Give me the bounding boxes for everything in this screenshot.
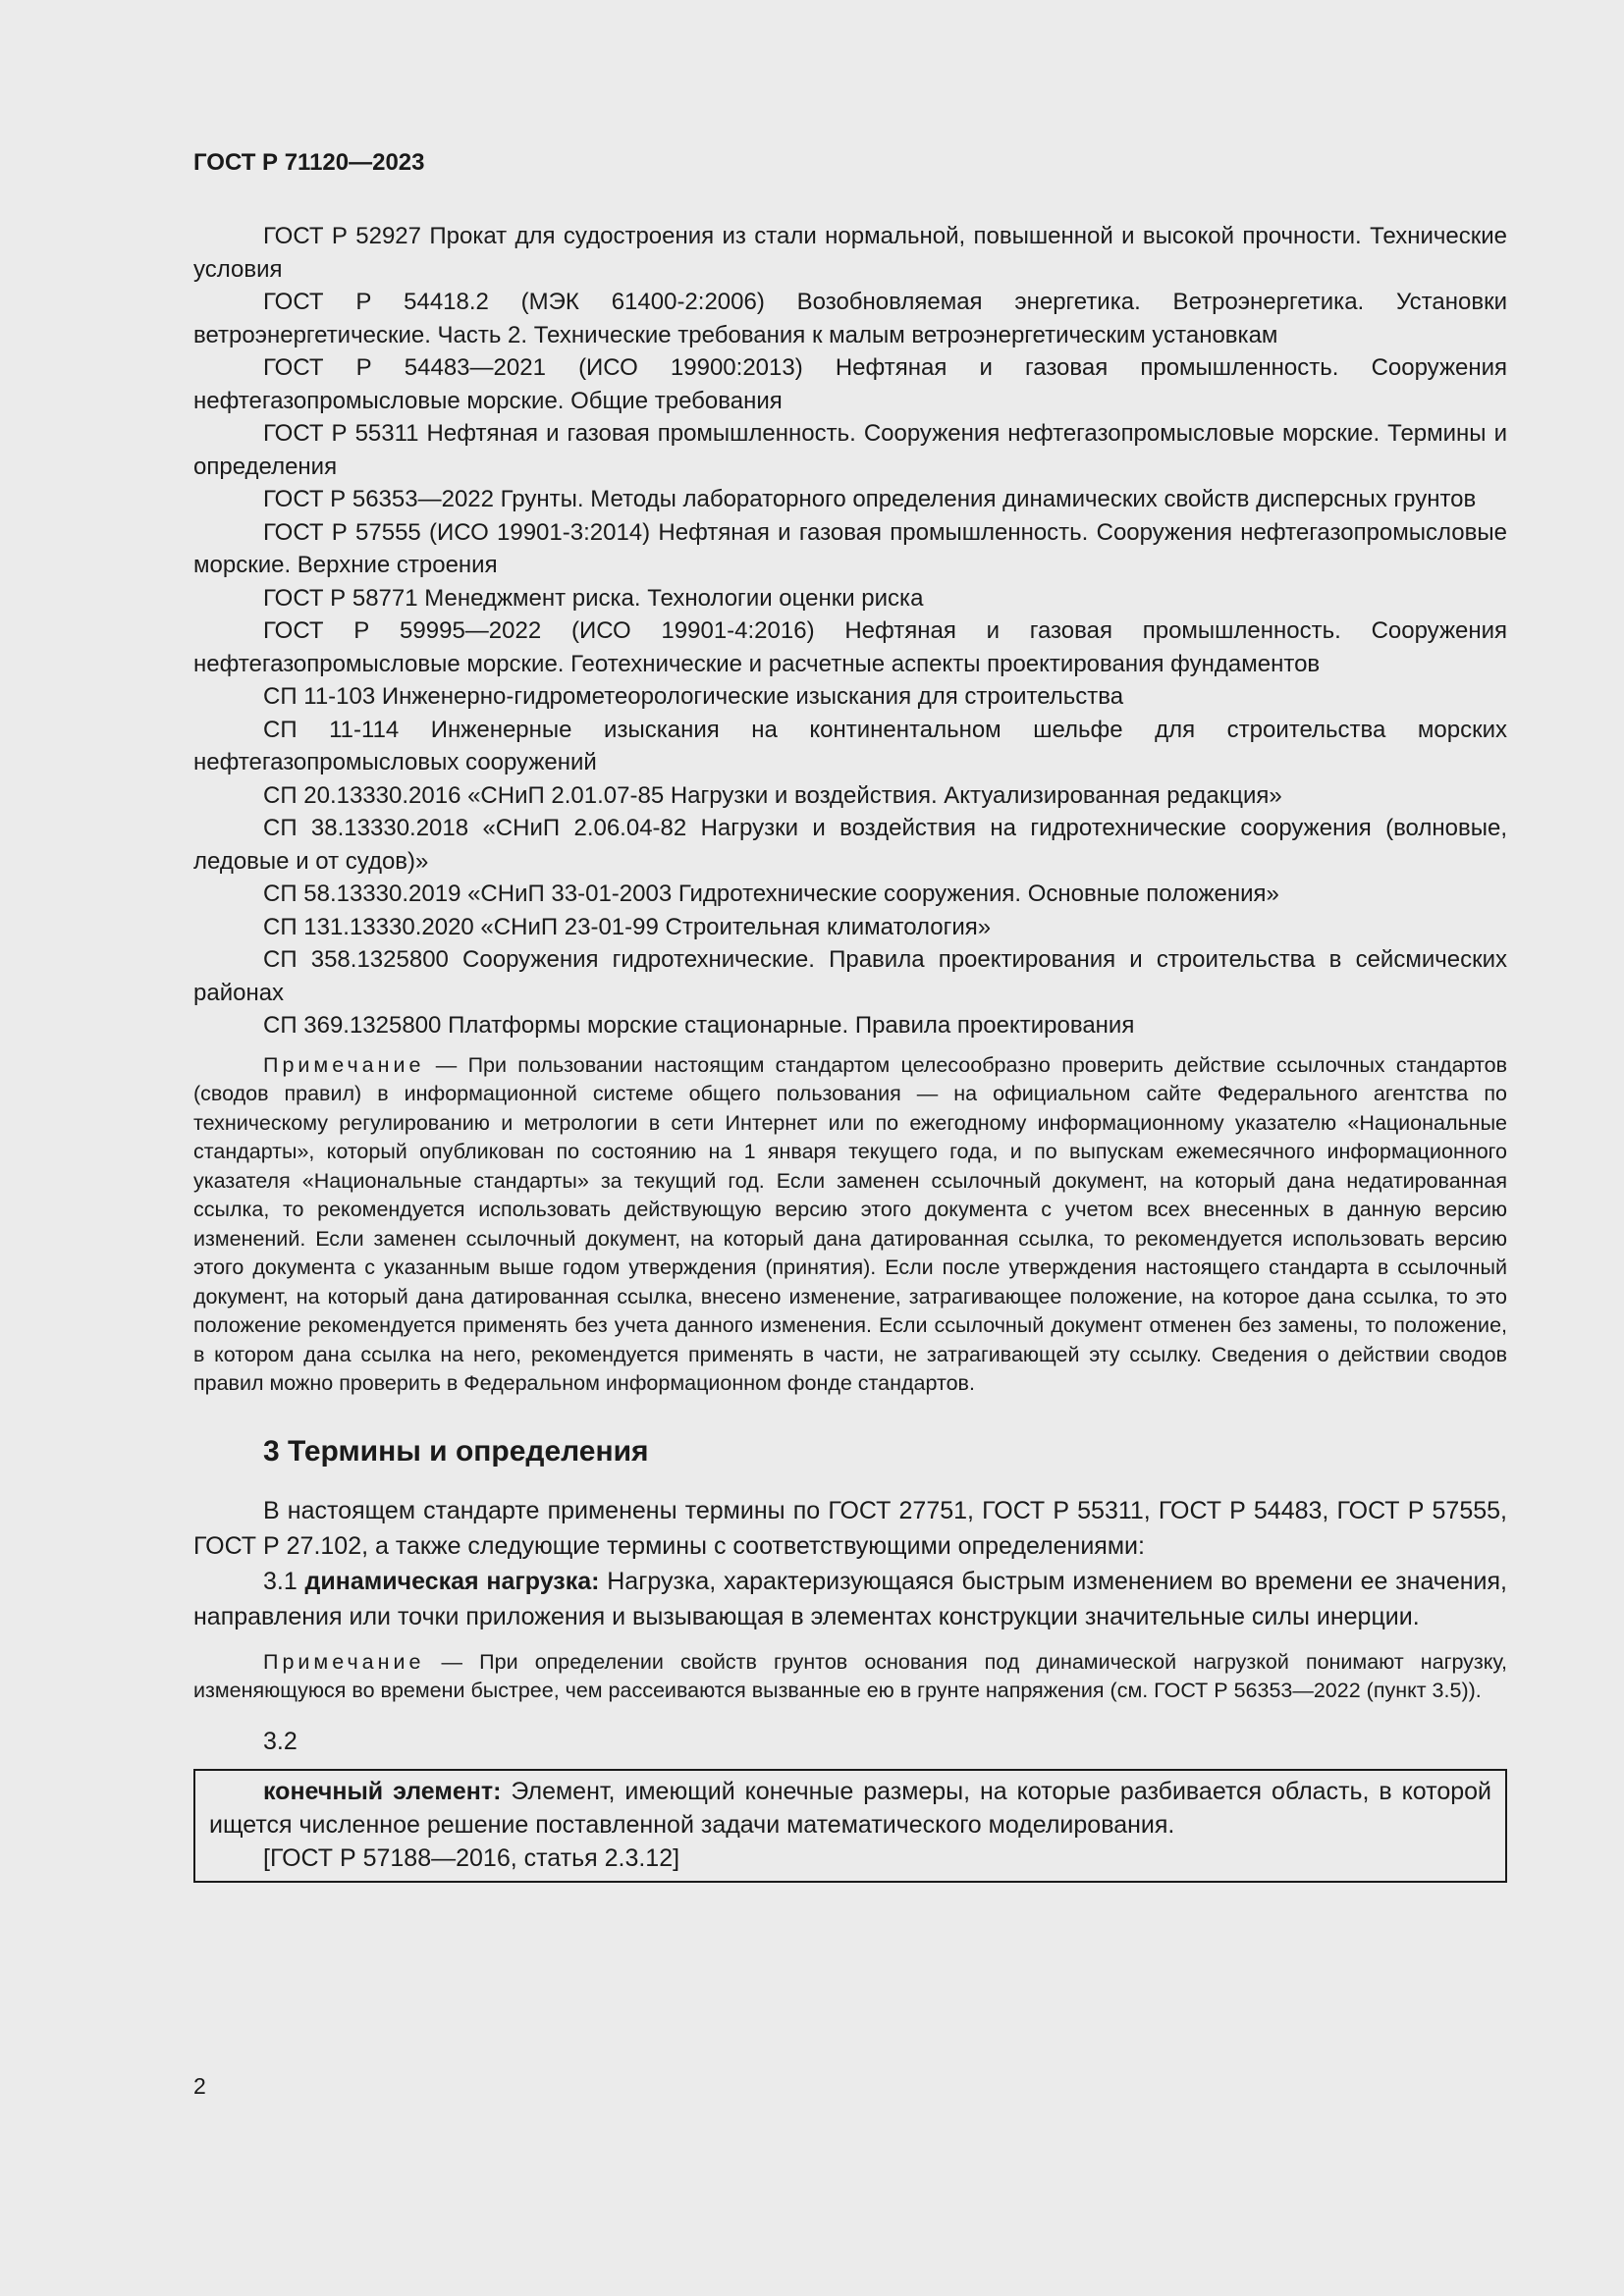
references-note <box>193 1051 1507 1399</box>
term-number-3-2: 3.2 <box>263 1727 298 1755</box>
term-entry-3-1 <box>193 1564 1507 1634</box>
section-intro: В настоящем стандарте применены термины по ГОСТ 27751, ГОСТ Р 55311, ГОСТ Р 54483, ГОСТ Р 57555, ГОСТ Р 27.102, а также следующие термины с соответствующими определениями: <box>193 1496 1507 1560</box>
document-code-header: ГОСТ Р 71120—2023 <box>193 149 425 176</box>
reference-item: СП 369.1325800 Платформы морские стационарные. Правила проектирования <box>263 1012 1135 1039</box>
reference-item: ГОСТ Р 58771 Менеджмент риска. Технологии оценки риска <box>263 584 924 612</box>
term-name: динамическая нагрузка: <box>304 1567 600 1595</box>
note-text: — При определении свойств грунтов основания под динамической нагрузкой понимают нагрузку, изменяющуюся во времени быстрее, чем рассеиваются вызванные ею в грунте напряжения (см. ГОСТ Р 56353—2022 (пункт 3.5)). <box>193 1649 1507 1702</box>
term-name: конечный элемент: <box>263 1777 502 1805</box>
term-number: 3.1 <box>263 1567 305 1595</box>
section-title: 3 Термины и определения <box>263 1434 649 1468</box>
page-number: 2 <box>193 2073 206 2099</box>
reference-item: СП 11-103 Инженерно-гидрометеорологические изыскания для строительства <box>263 683 1124 710</box>
reference-item: СП 38.13330.2018 «СНиП 2.06.04-82 Нагрузки и воздействия на гидротехнические сооружения (волновые, ледовые и от судов)» <box>193 815 1507 875</box>
note-label: Примечание <box>263 1649 425 1674</box>
note-label: Примечание <box>263 1052 425 1077</box>
reference-item: СП 20.13330.2016 «СНиП 2.01.07-85 Нагрузки и воздействия. Актуализированная редакция» <box>263 781 1282 809</box>
normative-references-list <box>193 220 1507 1042</box>
reference-item: ГОСТ Р 57555 (ИСО 19901-3:2014) Нефтяная и газовая промышленность. Сооружения нефтегазопромысловые морские. Верхние строения <box>193 518 1507 578</box>
document-page <box>193 147 1507 1883</box>
reference-item: СП 131.13330.2020 «СНиП 23-01-99 Строительная климатология» <box>263 913 992 940</box>
reference-item: СП 358.1325800 Сооружения гидротехнические. Правила проектирования и строительства в сейсмических районах <box>193 946 1507 1006</box>
term-definition: Элемент, имеющий конечные размеры, на которые разбивается область, в которой ищется численное решение поставленной задачи математического моделирования. <box>209 1777 1491 1839</box>
term-entry-3-2-frame <box>193 1769 1507 1883</box>
reference-item: ГОСТ Р 54418.2 (МЭК 61400-2:2006) Возобновляемая энергетика. Ветроэнергетика. Установки ветроэнергетические. Часть 2. Технические требования к малым ветроэнергетическим установкам <box>193 289 1507 348</box>
reference-item: ГОСТ Р 54483—2021 (ИСО 19900:2013) Нефтяная и газовая промышленность. Сооружения нефтегазопромысловые морские. Общие требования <box>193 354 1507 414</box>
term-note <box>193 1648 1507 1706</box>
reference-item: ГОСТ Р 56353—2022 Грунты. Методы лабораторного определения динамических свойств дисперсных грунтов <box>263 486 1477 512</box>
reference-item: СП 58.13330.2019 «СНиП 33-01-2003 Гидротехнические сооружения. Основные положения» <box>263 881 1279 907</box>
reference-item: ГОСТ Р 55311 Нефтяная и газовая промышленность. Сооружения нефтегазопромысловые морские. Термины и определения <box>193 420 1507 480</box>
reference-item: ГОСТ Р 52927 Прокат для судостроения из стали нормальной, повышенной и высокой прочности. Технические условия <box>193 223 1507 283</box>
reference-item: ГОСТ Р 59995—2022 (ИСО 19901-4:2016) Нефтяная и газовая промышленность. Сооружения нефтегазопромысловые морские. Геотехнические и расчетные аспекты проектирования фундаментов <box>193 617 1507 677</box>
term-source: [ГОСТ Р 57188—2016, статья 2.3.12] <box>263 1843 680 1872</box>
term-entry-3-2 <box>209 1775 1491 1842</box>
note-text: — При пользовании настоящим стандартом целесообразно проверить действие ссылочных стандартов (сводов правил) в информационной системе общего пользования — на официальном сайте Федерального агентства по техническому регулированию и метрологии в сети Интернет или по ежегодному информационному указателю «Национальные стандарты», который опубликован по состоянию на 1 января текущего года, и по выпускам ежемесячного информационного указателя «Национальные стандарты» за текущий год. Если заменен ссылочный документ, на который дана недатированная ссылка, то рекомендуется использовать действующую версию этого документа с учетом всех внесенных в данную версию изменений. Если заменен ссылочный документ, на который дана датированная ссылка, то рекомендуется использовать версию этого документа с указанным выше годом утверждения (принятия). Если после утверждения настоящего стандарта в ссылочный документ, на который дана датированная ссылка, внесено изменение, затрагивающее положение, на которое дана ссылка, то это положение рекомендуется применять без учета данного изменения. Если ссылочный документ отменен без замены, то положение, в котором дана ссылка на него, рекомендуется применять в части, не затрагивающей эту ссылку. Сведения о действии сводов правил можно проверить в Федеральном информационном фонде стандартов. <box>193 1052 1507 1395</box>
term-definition: Нагрузка, характеризующаяся быстрым изменением во времени ее значения, направления или точки приложения и вызывающая в элементах конструкции значительные силы инерции. <box>193 1567 1507 1630</box>
reference-item: СП 11-114 Инженерные изыскания на континентальном шельфе для строительства морских нефтегазопромысловых сооружений <box>193 716 1507 775</box>
